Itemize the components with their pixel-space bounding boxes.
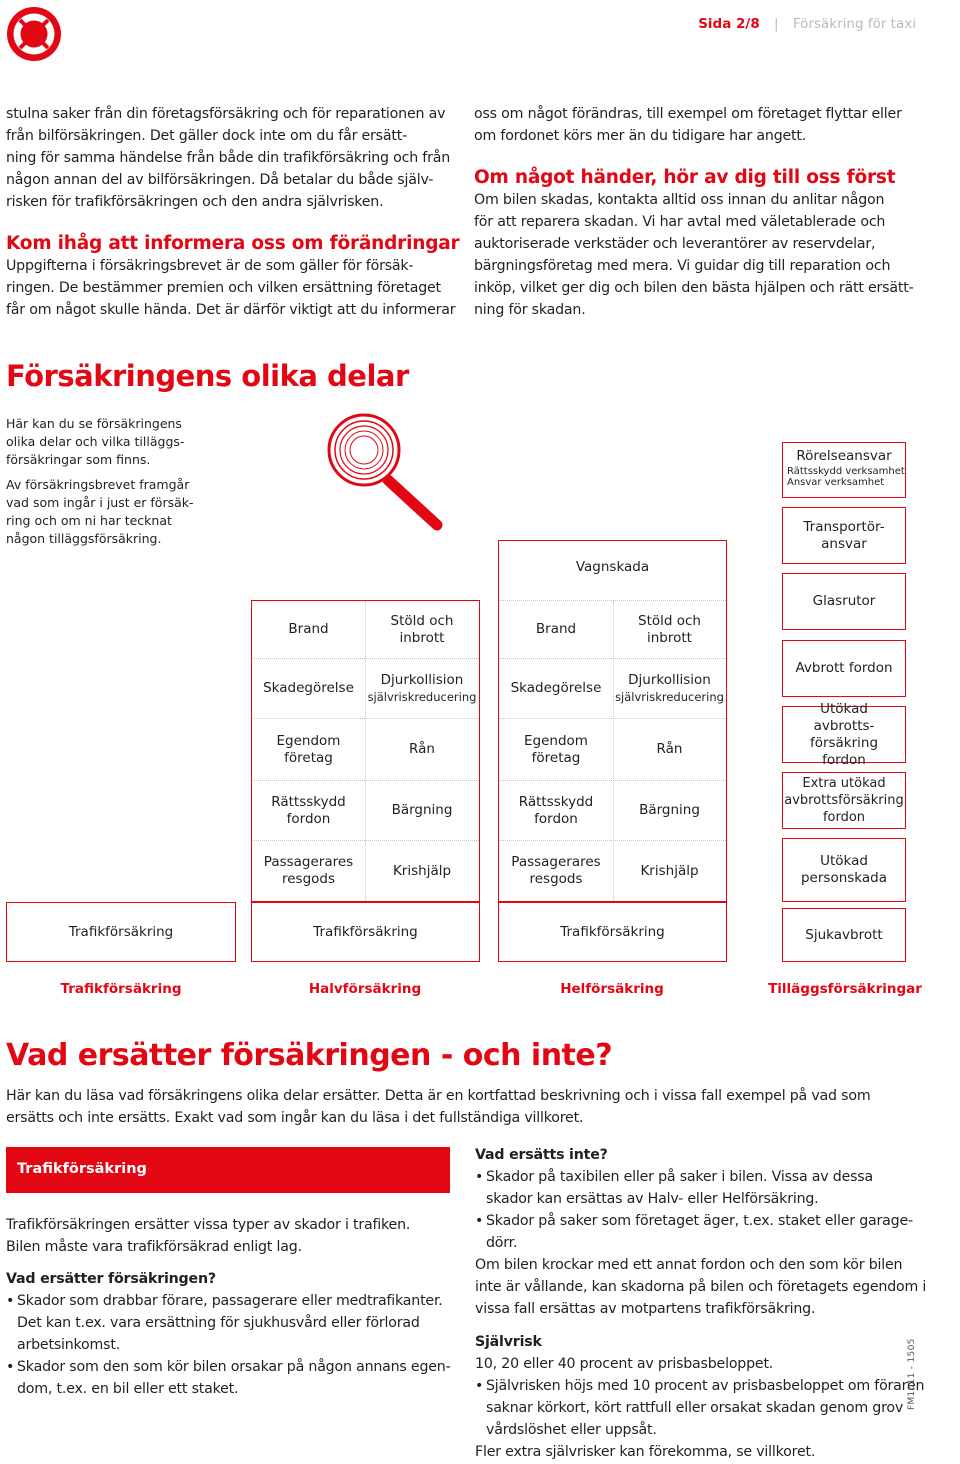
box-label: Sjukavbrott bbox=[805, 926, 883, 943]
avbrott-fordon-box bbox=[782, 640, 906, 697]
transportoransvar-box bbox=[782, 507, 906, 564]
text-line: Här kan du se försäkringens bbox=[6, 416, 182, 431]
box-label: Avbrott fordon bbox=[795, 660, 893, 676]
box-label: Utökad personskada bbox=[800, 853, 887, 886]
box-label: Trafikförsäkring bbox=[68, 923, 174, 940]
text-line: risken för trafikförsäkringen och den andra självrisken. bbox=[6, 194, 384, 210]
cell-label: Bärgning bbox=[391, 802, 453, 818]
cell-skadegorelse bbox=[252, 659, 365, 718]
text-line: • Skador som drabbar förare, passagerare eller medtrafikanter. bbox=[17, 1293, 443, 1309]
extra-utokad-avbrott-box bbox=[782, 772, 906, 829]
trafik-box-2 bbox=[251, 902, 480, 962]
text-line: Fler extra självrisker kan förekomma, se villkoret. bbox=[475, 1444, 816, 1460]
sjalvrisk-bullets bbox=[475, 1375, 926, 1441]
list-item bbox=[475, 1375, 926, 1441]
cell-label: Skadegörelse bbox=[510, 680, 602, 696]
cell-label: Passagerares resgods bbox=[263, 854, 354, 887]
parts-description bbox=[6, 415, 194, 548]
text-line: dörr. bbox=[486, 1235, 518, 1251]
label-trafikforsakring: Trafikförsäkring bbox=[60, 981, 182, 997]
text-line: inte är vållande, kan skadorna på bilen och företagets egendom i bbox=[475, 1279, 927, 1295]
label-halvforsakring: Halvförsäkring bbox=[308, 981, 422, 997]
text-line: för att reparera skadan. Vi har avtal med väletablerade och bbox=[474, 214, 886, 230]
cell-brand bbox=[252, 601, 365, 658]
section2-right-column bbox=[475, 1144, 926, 1463]
text-line: 10, 20 eller 40 procent av prisbasbeloppet. bbox=[475, 1356, 774, 1372]
text-line: någon tilläggsförsäkring. bbox=[6, 531, 162, 546]
rorelseansvar-box bbox=[782, 442, 906, 498]
header-separator: | bbox=[774, 16, 779, 32]
cell-sublabel: självriskreducering bbox=[367, 689, 477, 704]
text-line: ringen. De bestämmer premien och vilken ersättning företaget bbox=[6, 280, 441, 296]
cell-stold bbox=[613, 601, 726, 658]
list-item bbox=[475, 1210, 926, 1254]
text-line: vårdslöshet eller uppsåt. bbox=[486, 1422, 657, 1438]
cell-egendom bbox=[499, 719, 613, 780]
box-label: Trafikförsäkring bbox=[313, 923, 418, 940]
box-label: Trafikförsäkring bbox=[560, 923, 665, 940]
text-line: ersätts och inte ersätts. Exakt vad som ingår kan du läsa i det fullständiga villkoret. bbox=[6, 1110, 584, 1126]
cell-rattsskydd bbox=[252, 781, 365, 840]
glasrutor-box bbox=[782, 573, 906, 630]
text-line: auktoriserade verkstäder och leverantörer av reservdelar, bbox=[474, 236, 876, 252]
document-title: Försäkring för taxi bbox=[792, 16, 916, 32]
cell-label: Krishjälp bbox=[392, 862, 452, 879]
parts-title: Försäkringens olika delar bbox=[6, 359, 409, 393]
cell-egendom bbox=[252, 719, 365, 780]
label-tillaggsforsakringar: Tilläggsförsäkringar bbox=[768, 981, 922, 997]
rorelse-subitem: Ansvar verksamhet bbox=[787, 477, 885, 488]
cell-label: Egendom företag bbox=[524, 732, 588, 766]
cell-label: Skadegörelse bbox=[263, 680, 354, 696]
left-bullets bbox=[6, 1290, 451, 1400]
text-line: Uppgifterna i försäkringsbrevet är de som gäller för försäk- bbox=[6, 258, 414, 274]
text-line: • Självrisken höjs med 10 procent av prisbasbeloppet om föraren bbox=[486, 1378, 925, 1394]
cell-label: Krishjälp bbox=[640, 862, 699, 879]
cell-ran bbox=[365, 719, 479, 780]
sjalvrisk-heading: Självrisk bbox=[475, 1334, 542, 1350]
lifebuoy-logo-icon bbox=[6, 6, 62, 62]
box-label: Transportör-ansvar bbox=[803, 518, 885, 552]
right-heading: Vad ersätts inte? bbox=[475, 1147, 608, 1163]
heading-inform-changes: Kom ihåg att informera oss om förändringar bbox=[6, 233, 460, 254]
cell-stold bbox=[365, 601, 479, 658]
text-line: dom, t.ex. en bil eller ett staket. bbox=[17, 1381, 239, 1397]
cell-krishjalp bbox=[365, 841, 479, 901]
cell-label: Stöld och inbrott bbox=[638, 612, 701, 646]
list-item bbox=[6, 1356, 451, 1400]
cell-label: Djurkollision bbox=[380, 671, 464, 688]
text-line: Bilen måste vara trafikförsäkrad enligt lag. bbox=[6, 1239, 302, 1255]
text-line: arbetsinkomst. bbox=[17, 1337, 121, 1353]
utokad-personskada-box bbox=[782, 838, 906, 902]
cell-resgods bbox=[499, 841, 613, 901]
sjukavbrott-box bbox=[782, 908, 906, 962]
text-line: Om bilen skadas, kontakta alltid oss innan du anlitar någon bbox=[474, 192, 885, 208]
cell-label: Passagerares resgods bbox=[511, 854, 601, 887]
trafikforsakring-bar bbox=[6, 1147, 450, 1193]
cell-label: Rån bbox=[409, 741, 435, 757]
bar-label: Trafikförsäkring bbox=[17, 1161, 147, 1177]
cell-rattsskydd bbox=[499, 781, 613, 840]
text-line: ning för skadan. bbox=[474, 302, 586, 318]
list-item bbox=[475, 1166, 926, 1210]
cell-ran bbox=[613, 719, 726, 780]
text-line: någon annan del av bilförsäkringen. Då betalar du både själv- bbox=[6, 172, 434, 188]
cell-label: Rättsskydd fordon bbox=[271, 793, 346, 827]
text-line: saknar körkort, kört rattfull eller orsakat skadan genom grov bbox=[486, 1400, 904, 1416]
page-header bbox=[698, 16, 916, 32]
text-line: försäkringar som finns. bbox=[6, 452, 151, 467]
text-line: ning för samma händelse från både din trafikförsäkring och från bbox=[6, 150, 451, 166]
text-line: ring och om ni har tecknat bbox=[6, 513, 172, 528]
text-line: vissa fall ersättas av motpartens trafikförsäkring. bbox=[475, 1301, 816, 1317]
cell-label: Egendom företag bbox=[276, 732, 341, 766]
left-heading: Vad ersätter försäkringen? bbox=[6, 1271, 216, 1287]
side-code: FM1011 - 1505 bbox=[907, 1338, 917, 1410]
text-line: om fordonet körs mer än du tidigare har angett. bbox=[474, 128, 807, 144]
text-line: inköp, vilket ger dig och bilen den bästa hjälpen och rätt ersätt- bbox=[474, 280, 914, 296]
cell-sublabel: självriskreducering bbox=[615, 689, 724, 704]
vagnskada-label: Vagnskada bbox=[575, 559, 650, 575]
trafik-box-1 bbox=[6, 902, 236, 962]
text-line: oss om något förändras, till exempel om företaget flyttar eller bbox=[474, 106, 902, 122]
cell-bargning bbox=[365, 781, 479, 840]
section2-title: Vad ersätter försäkringen - och inte? bbox=[6, 1038, 613, 1073]
text-line: Det kan t.ex. vara ersättning för sjukhusvård eller förlorad bbox=[17, 1315, 420, 1331]
box-label: Rörelseansvar bbox=[796, 448, 892, 464]
text-line: från bilförsäkringen. Det gäller dock inte om du får ersätt- bbox=[6, 128, 408, 144]
text-line: olika delar och vilka tilläggs- bbox=[6, 434, 185, 449]
page-number: Sida 2/8 bbox=[698, 16, 760, 32]
trafik-box-3 bbox=[498, 902, 727, 962]
cell-label: Stöld och inbrott bbox=[390, 612, 454, 646]
cell-label: Rättsskydd fordon bbox=[518, 793, 594, 827]
cell-djurkollision bbox=[613, 659, 726, 718]
label-helforsakring: Helförsäkring bbox=[560, 981, 664, 997]
intro-right-column bbox=[474, 103, 914, 321]
right-bullets bbox=[475, 1166, 926, 1254]
section2-left-column bbox=[6, 1214, 451, 1400]
cell-skadegorelse bbox=[499, 659, 613, 718]
heading-contact-first: Om något händer, hör av dig till oss först bbox=[474, 167, 896, 188]
cell-label: Rån bbox=[656, 741, 683, 757]
cell-label: Bärgning bbox=[639, 802, 700, 818]
section2-intro bbox=[6, 1085, 870, 1129]
text-line: Trafikförsäkringen ersätter vissa typer av skador i trafiken. bbox=[6, 1217, 411, 1233]
box-label: Extra utökad avbrottsförsäkring fordon bbox=[784, 776, 904, 825]
text-line: • Skador som den som kör bilen orsakar på någon annans egen- bbox=[17, 1359, 451, 1375]
cell-resgods bbox=[252, 841, 365, 901]
utokad-avbrott-box bbox=[782, 700, 906, 768]
text-line: Av försäkringsbrevet framgår bbox=[6, 477, 190, 492]
text-line: skador kan ersättas av Halv- eller Helförsäkring. bbox=[486, 1191, 819, 1207]
cell-bargning bbox=[613, 781, 726, 840]
rorelse-subitem: Rättsskydd verksamhet bbox=[787, 466, 905, 477]
box-label: Utökad avbrotts-försäkring fordon bbox=[809, 700, 879, 768]
cell-djurkollision bbox=[365, 659, 479, 718]
cell-krishjalp bbox=[613, 841, 726, 901]
magnifying-glass-icon bbox=[326, 408, 446, 532]
text-line: • Skador på saker som företaget äger, t.ex. staket eller garage- bbox=[486, 1213, 913, 1229]
cell-label: Brand bbox=[288, 621, 329, 637]
intro-left-column bbox=[6, 103, 459, 321]
text-line: Om bilen krockar med ett annat fordon och den som kör bilen bbox=[475, 1257, 903, 1273]
text-line: stulna saker från din företagsförsäkring och för reparationen av bbox=[6, 106, 446, 122]
cell-brand bbox=[499, 601, 613, 658]
list-item bbox=[6, 1290, 451, 1356]
text-line: vad som ingår i just er försäk- bbox=[6, 495, 194, 510]
text-line: Här kan du läsa vad försäkringens olika delar ersätter. Detta är en kortfattad beskrivning och i vissa fall exempel på vad som bbox=[6, 1088, 871, 1104]
cell-label: Brand bbox=[535, 621, 577, 637]
text-line: • Skador på taxibilen eller på saker i bilen. Vissa av dessa bbox=[486, 1169, 873, 1185]
text-line: bärgningsföretag med mera. Vi guidar dig till reparation och bbox=[474, 258, 891, 274]
text-line: får om något skulle hända. Det är därför viktigt att du informerar bbox=[6, 302, 456, 318]
box-label: Glasrutor bbox=[812, 593, 876, 609]
cell-label: Djurkollision bbox=[628, 671, 711, 688]
